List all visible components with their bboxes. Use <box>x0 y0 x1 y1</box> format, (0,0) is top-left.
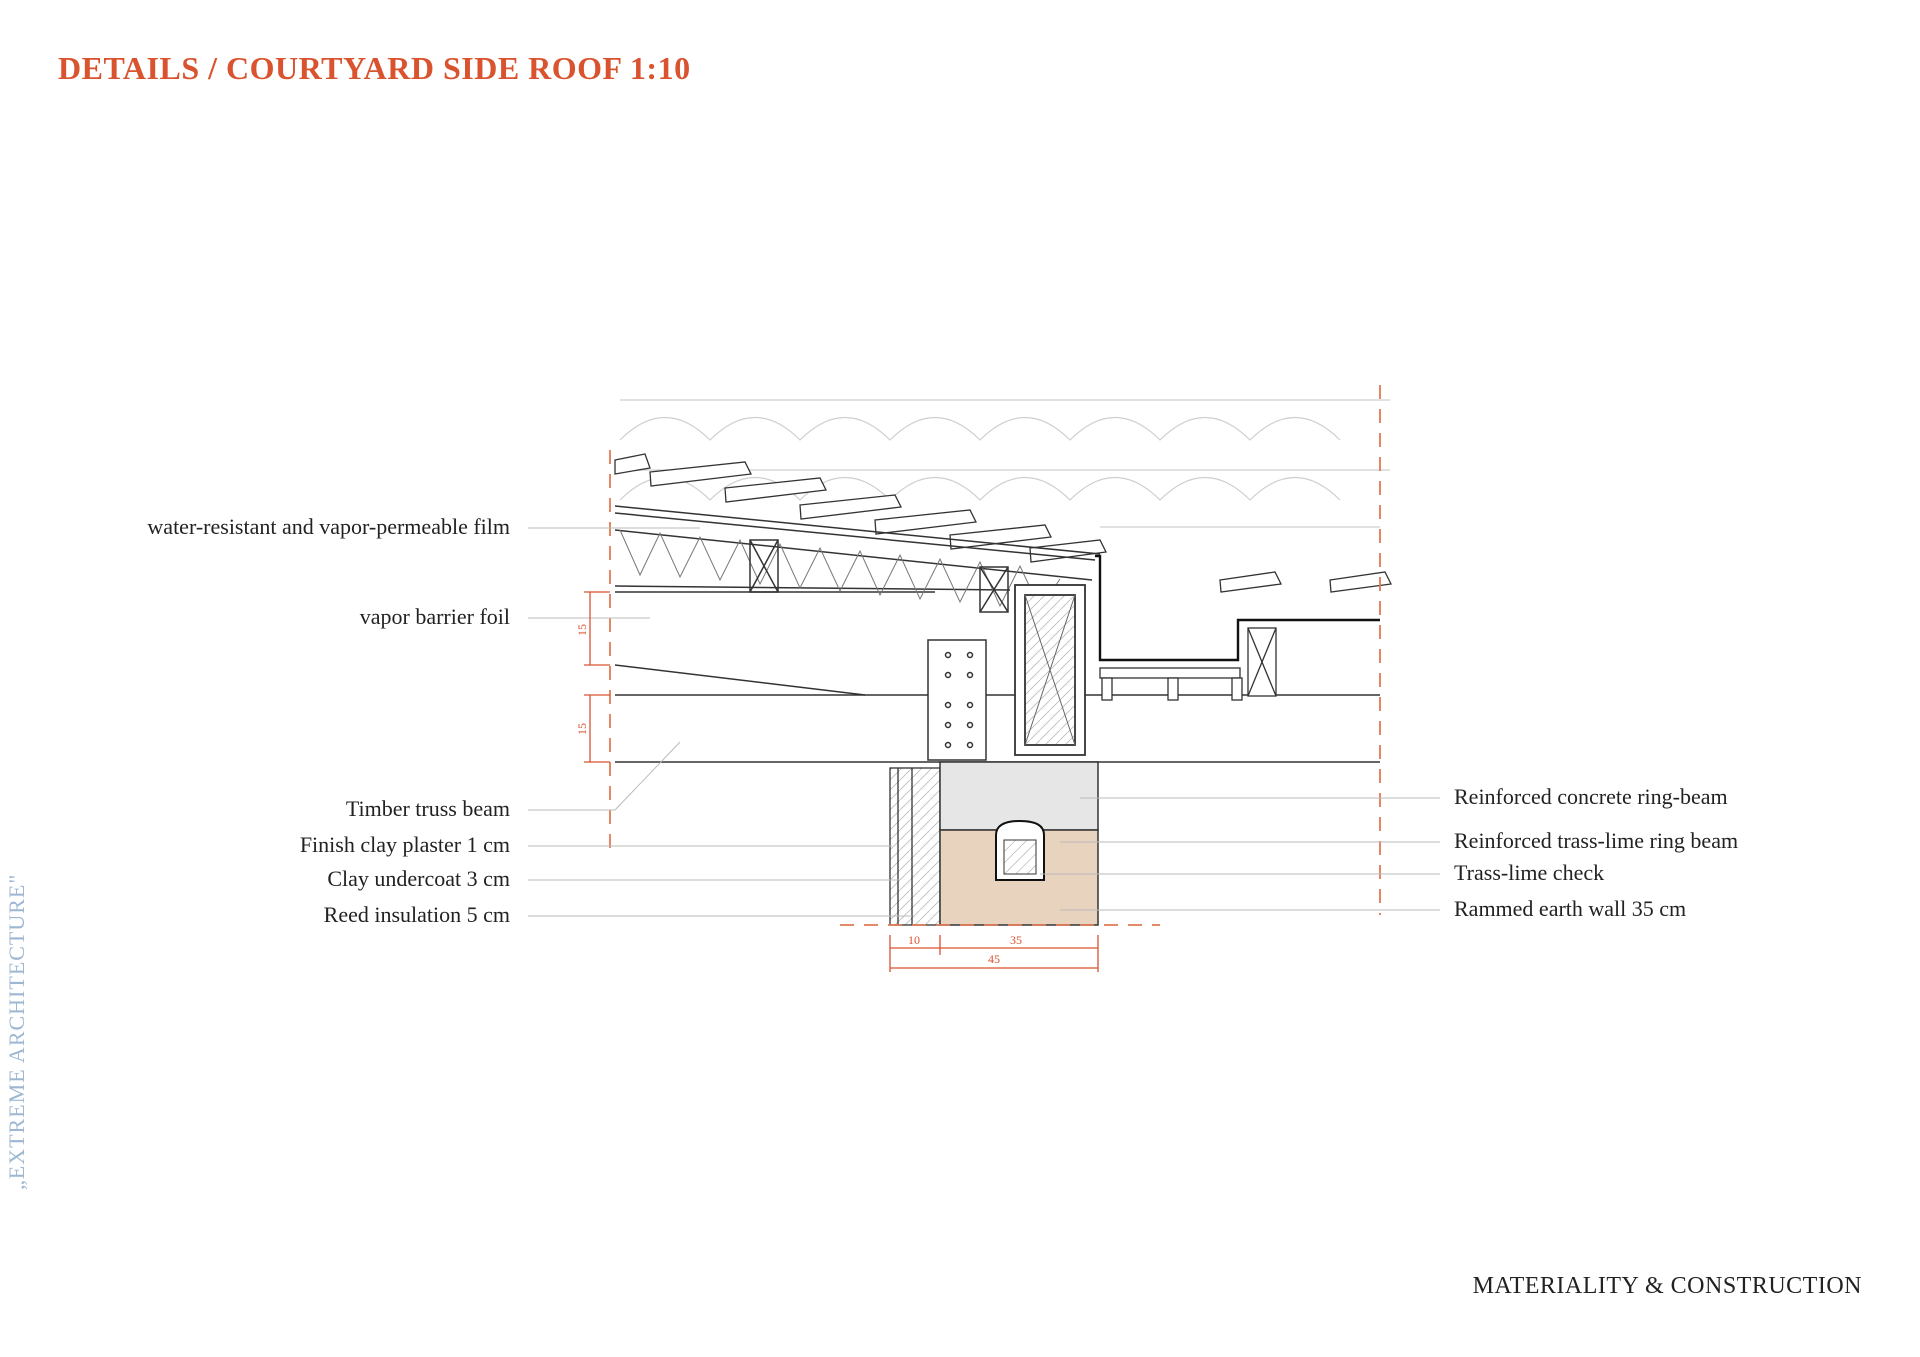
concrete-ring-beam <box>940 762 1098 830</box>
truss-posts <box>750 540 1008 612</box>
dim-total: 45 <box>988 952 1000 966</box>
wall-layers <box>890 768 940 925</box>
flat-roof-joists <box>1100 628 1276 700</box>
dim-wall-a: 10 <box>908 933 920 947</box>
label-trass-lime-check: Trass-lime check <box>1454 860 1605 885</box>
dim-wall-b: 35 <box>1010 933 1022 947</box>
label-concrete-ring-beam: Reinforced concrete ring-beam <box>1454 784 1728 809</box>
dim-lower: 15 <box>575 723 589 735</box>
label-rammed-earth-wall: Rammed earth wall 35 cm <box>1454 896 1687 921</box>
label-water-resistant-film: water-resistant and vapor-permeable film <box>147 514 510 539</box>
section-footer: MATERIALITY & CONSTRUCTION <box>1472 1273 1862 1299</box>
label-reed-insulation: Reed insulation 5 cm <box>323 902 510 927</box>
page-title: DETAILS / COURTYARD SIDE ROOF 1:10 <box>58 50 691 86</box>
label-timber-truss: Timber truss beam <box>345 796 510 821</box>
parapet-box <box>1015 556 1380 755</box>
steel-connector-plate <box>928 640 986 760</box>
label-trass-lime-ring-beam: Reinforced trass-lime ring beam <box>1454 828 1739 853</box>
label-clay-undercoat: Clay undercoat 3 cm <box>327 866 510 891</box>
brand-watermark: „EXTREME ARCHITECTURE" <box>4 873 29 1190</box>
label-finish-clay-plaster: Finish clay plaster 1 cm <box>299 832 510 857</box>
dim-upper: 15 <box>575 624 589 636</box>
label-vapor-barrier: vapor barrier foil <box>359 604 510 629</box>
